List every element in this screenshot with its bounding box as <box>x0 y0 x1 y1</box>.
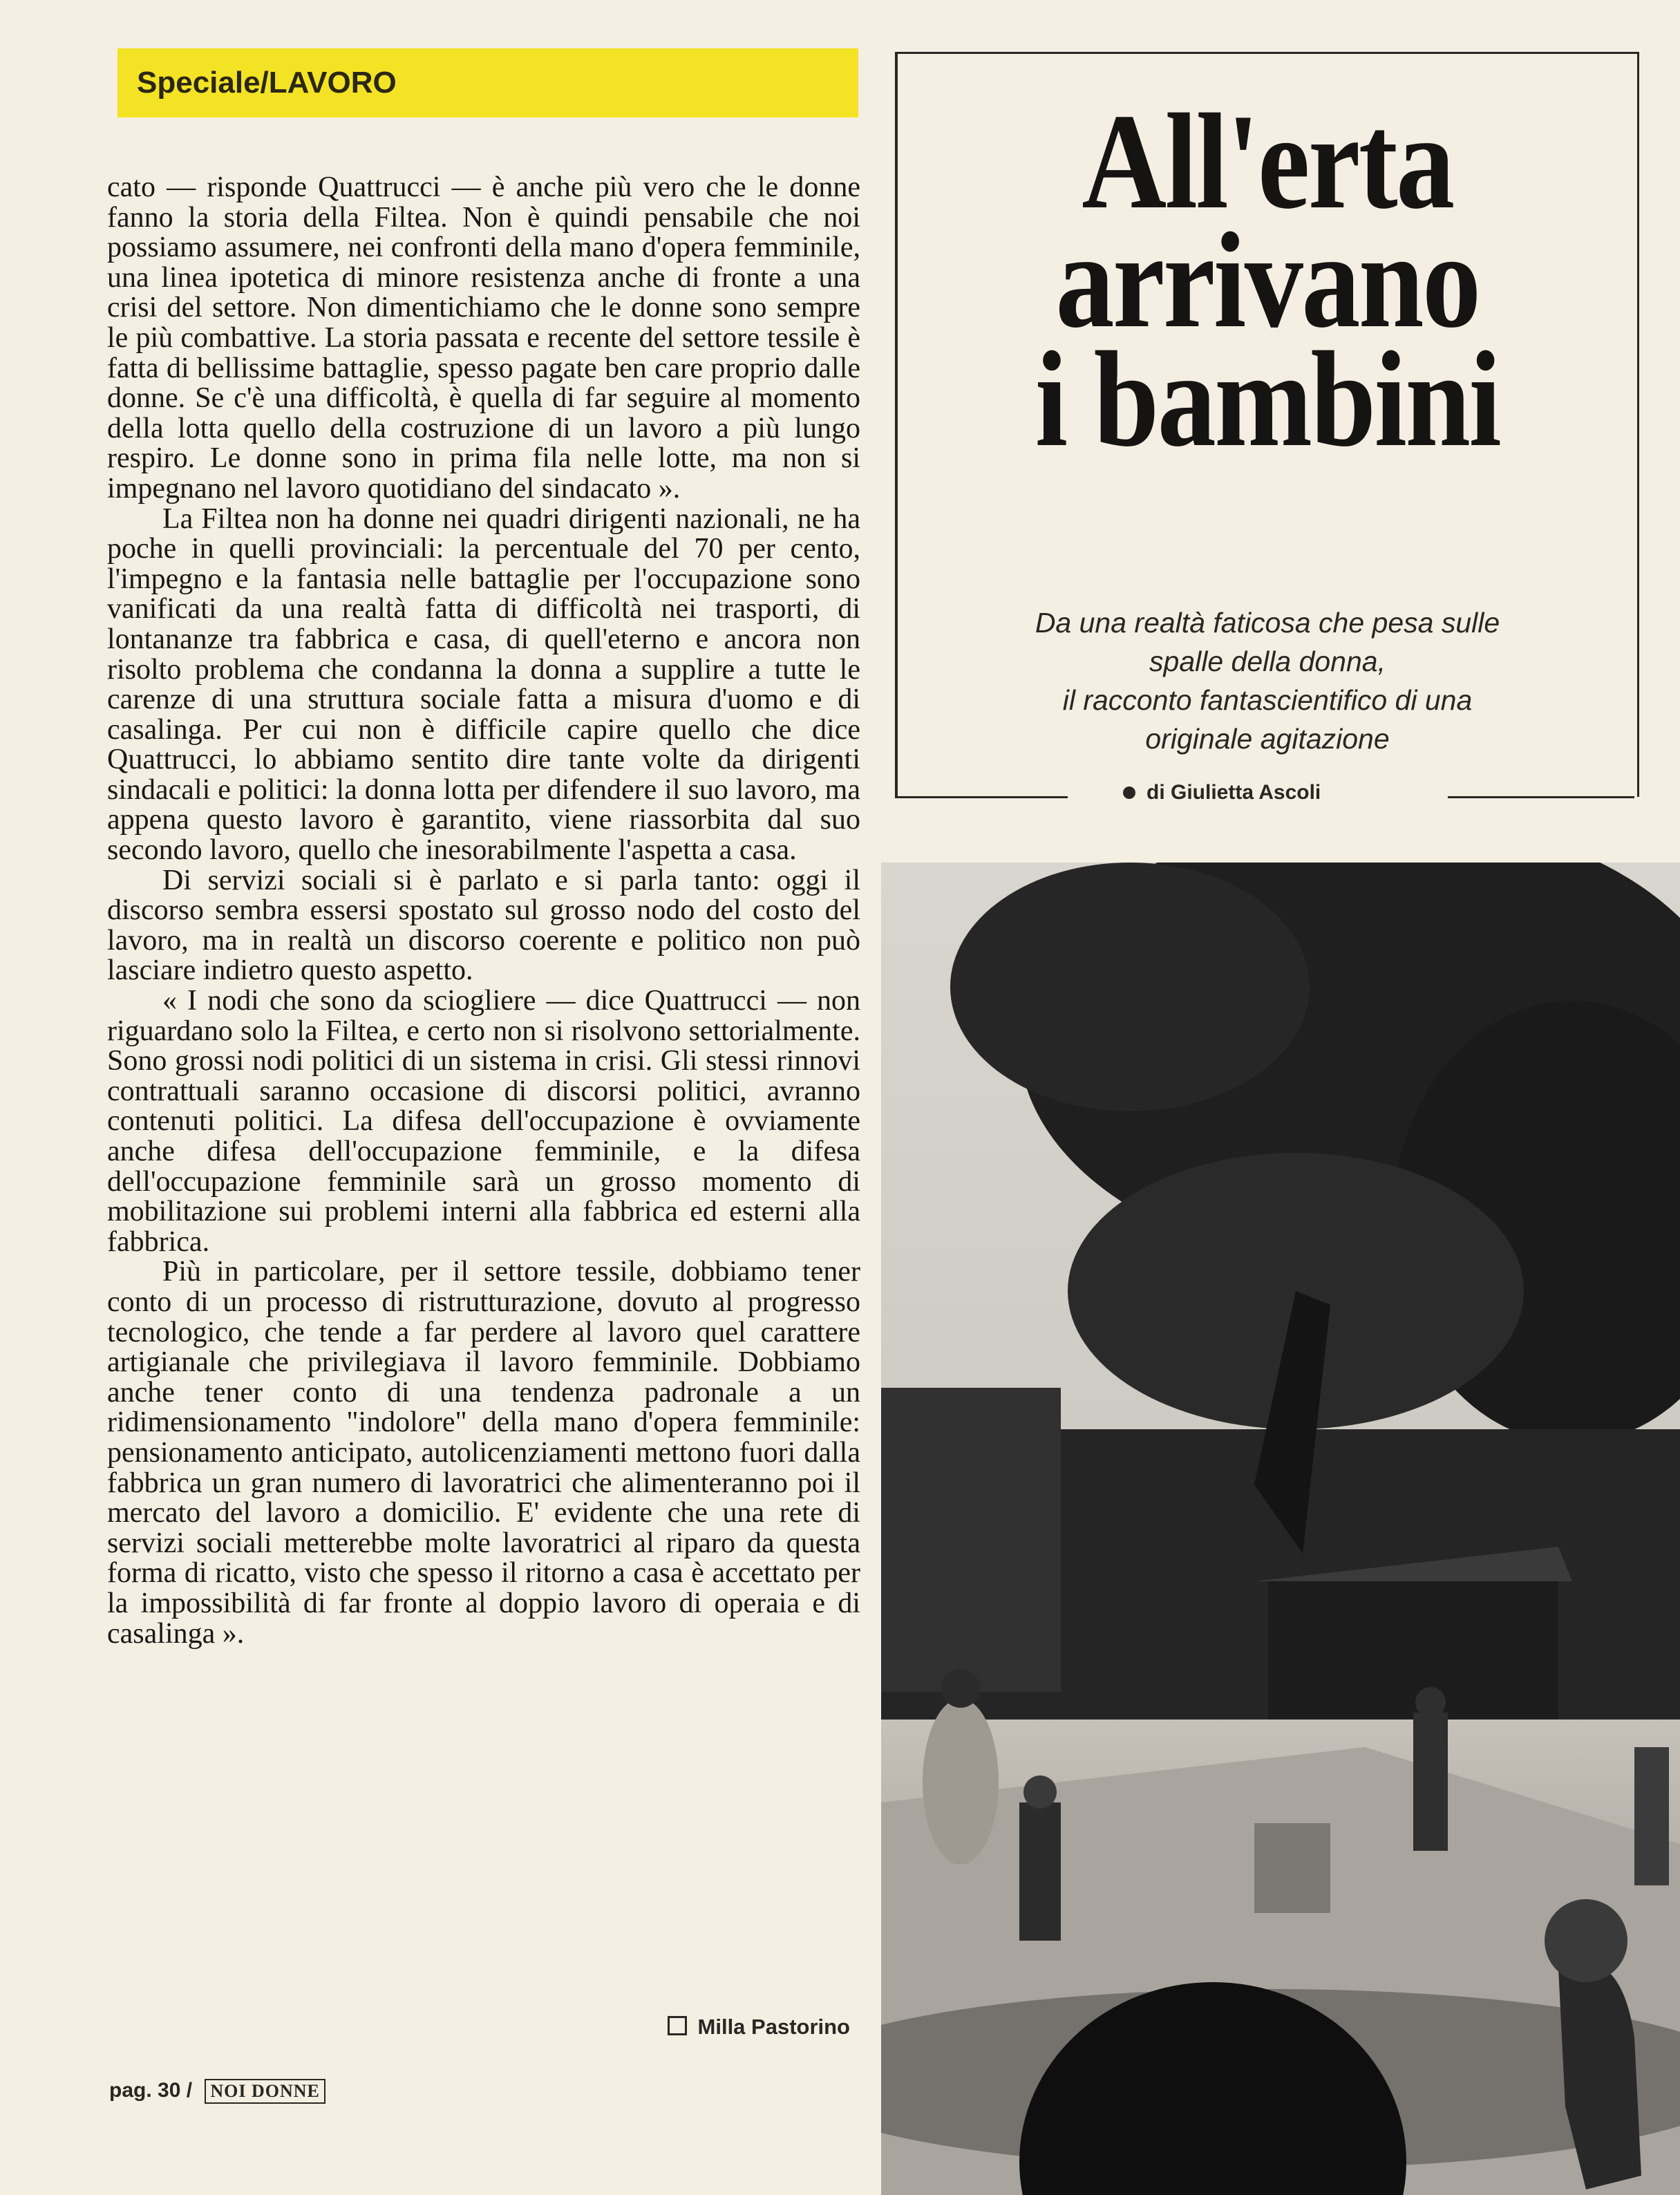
article-paragraph: cato — risponde Quattrucci — è anche più vero che le donne fanno la storia della Filtea. Non è quindi pensabile che noi possiamo assumere, nei confronti della mano d'opera femminile, una linea ipotetica di minore resistenza anche di fronte a una crisi del settore. Non dimentichiamo che le donne sono sempre le più combattive. La storia passata e recente del settore tessile è fatta di bellissime battaglie, spesso pagate ben care proprio dalle donne. Se c'è una difficoltà, è quella di far seguire al momento della lotta quello della costruzione di un lavoro a più lungo respiro. Le donne sono in prima fila nelle lotte, ma non si impegnano nel lavoro quotidiano del sindacato ». <box>107 171 860 505</box>
byline-text: di Giulietta Ascoli <box>1146 781 1321 804</box>
article-paragraph: Di servizi sociali si è parlato e si parla tanto: oggi il discorso sembra essersi spostato sul grosso nodo del costo del lavoro, ma in realtà un discorso coerente e politico non può lasciare indietro questo aspetto. <box>107 864 860 987</box>
author-name: Milla Pastorino <box>697 2015 850 2039</box>
section-tag: Speciale/LAVORO <box>117 48 858 117</box>
article-paragraph: Più in particolare, per il settore tessile, dobbiamo tener conto di un processo di ristrutturazione, dovuto al progresso tecnologico, che tende a far perdere al lavoro quel carattere artigianale che privilegiava il lavoro femminile. Dobbiamo anche tener conto di una tendenza padronale a un ridimensionamento "indolore" della mano d'opera femminile: pensionamento anticipato, autolicenziamenti mettono fuori dalla fabbrica un gran numero di lavoratrici che alimenteranno poi il mercato del lavoro a domicilio. E' evidente che una rete di servizi sociali metterebbe molte lavoratrici al riparo da questa forma di ricatto, visto che spesso il ritorno a casa è accettato per la impossibilità di far fronte al doppio lavoro di operaia e di casalinga ». <box>107 1256 860 1650</box>
headline-line: i bambini <box>1035 323 1500 475</box>
magazine-logo: NOI DONNE <box>205 2079 325 2104</box>
byline-row <box>895 781 1634 822</box>
subtitle-line: il racconto fantascientifico di una <box>1062 684 1473 716</box>
headline-line: All'erta <box>1082 86 1453 237</box>
feature-headline <box>950 86 1585 475</box>
byline-rule-left <box>895 796 1068 798</box>
bullet-icon <box>1123 786 1135 799</box>
subtitle-line: originale agitazione <box>1145 723 1390 755</box>
byline <box>1123 781 1441 804</box>
article-left-column <box>107 173 860 1649</box>
square-bullet-icon <box>668 2016 687 2035</box>
photo-illustration <box>881 863 1680 2195</box>
street-photo <box>881 863 1680 2195</box>
author-signature <box>629 2015 850 2039</box>
subtitle-line: spalle della donna, <box>1149 646 1386 677</box>
article-paragraph: La Filtea non ha donne nei quadri dirigenti nazionali, ne ha poche in quelli provinciali: la percentuale del 70 per cento, l'impegno e la fantasia nelle battaglie per l'occupazione sono vanificati da una realtà fatta di difficoltà nei trasporti, di lontananze tra fabbrica e casa, di quell'eterno e ancora non risolto problema che condanna la donna a supplire a tutte le carenze di una struttura sociale fatta a misura d'uomo e di casalinga. Per cui non è difficile capire quello che dice Quattrucci, lo abbiamo sentito dire tante volte da dirigenti sindacali e politici: la donna lotta per difendere il suo lavoro, ma appena questo lavoro è garantito, viene riassorbita dal suo secondo lavoro, quello che inesorabilmente l'aspetta a casa. <box>107 502 860 867</box>
article-paragraph: « I nodi che sono da sciogliere — dice Quattrucci — non riguardano solo la Filtea, e certo non si risolvono settorialmente. Sono grossi nodi politici di un sistema in crisi. Gli stessi rinnovi contrattuali saranno occasione di discorsi politici, avranno contenuti politici. La difesa dell'occupazione è ovviamente anche difesa dell'occupazione femminile, e la difesa dell'occupazione femminile sarà un grosso momento di mobilitazione sui problemi interni alla fabbrica ed esterni alla fabbrica. <box>107 985 860 1258</box>
page-number: pag. 30 / <box>109 2079 193 2102</box>
feature-subtitle <box>898 603 1637 758</box>
headline-line: arrivano <box>1055 205 1480 356</box>
subtitle-line: Da una realtà faticosa che pesa sulle <box>1035 607 1500 639</box>
feature-title-box <box>895 52 1639 797</box>
byline-rule-right <box>1448 796 1634 798</box>
page-footer <box>109 2079 325 2104</box>
